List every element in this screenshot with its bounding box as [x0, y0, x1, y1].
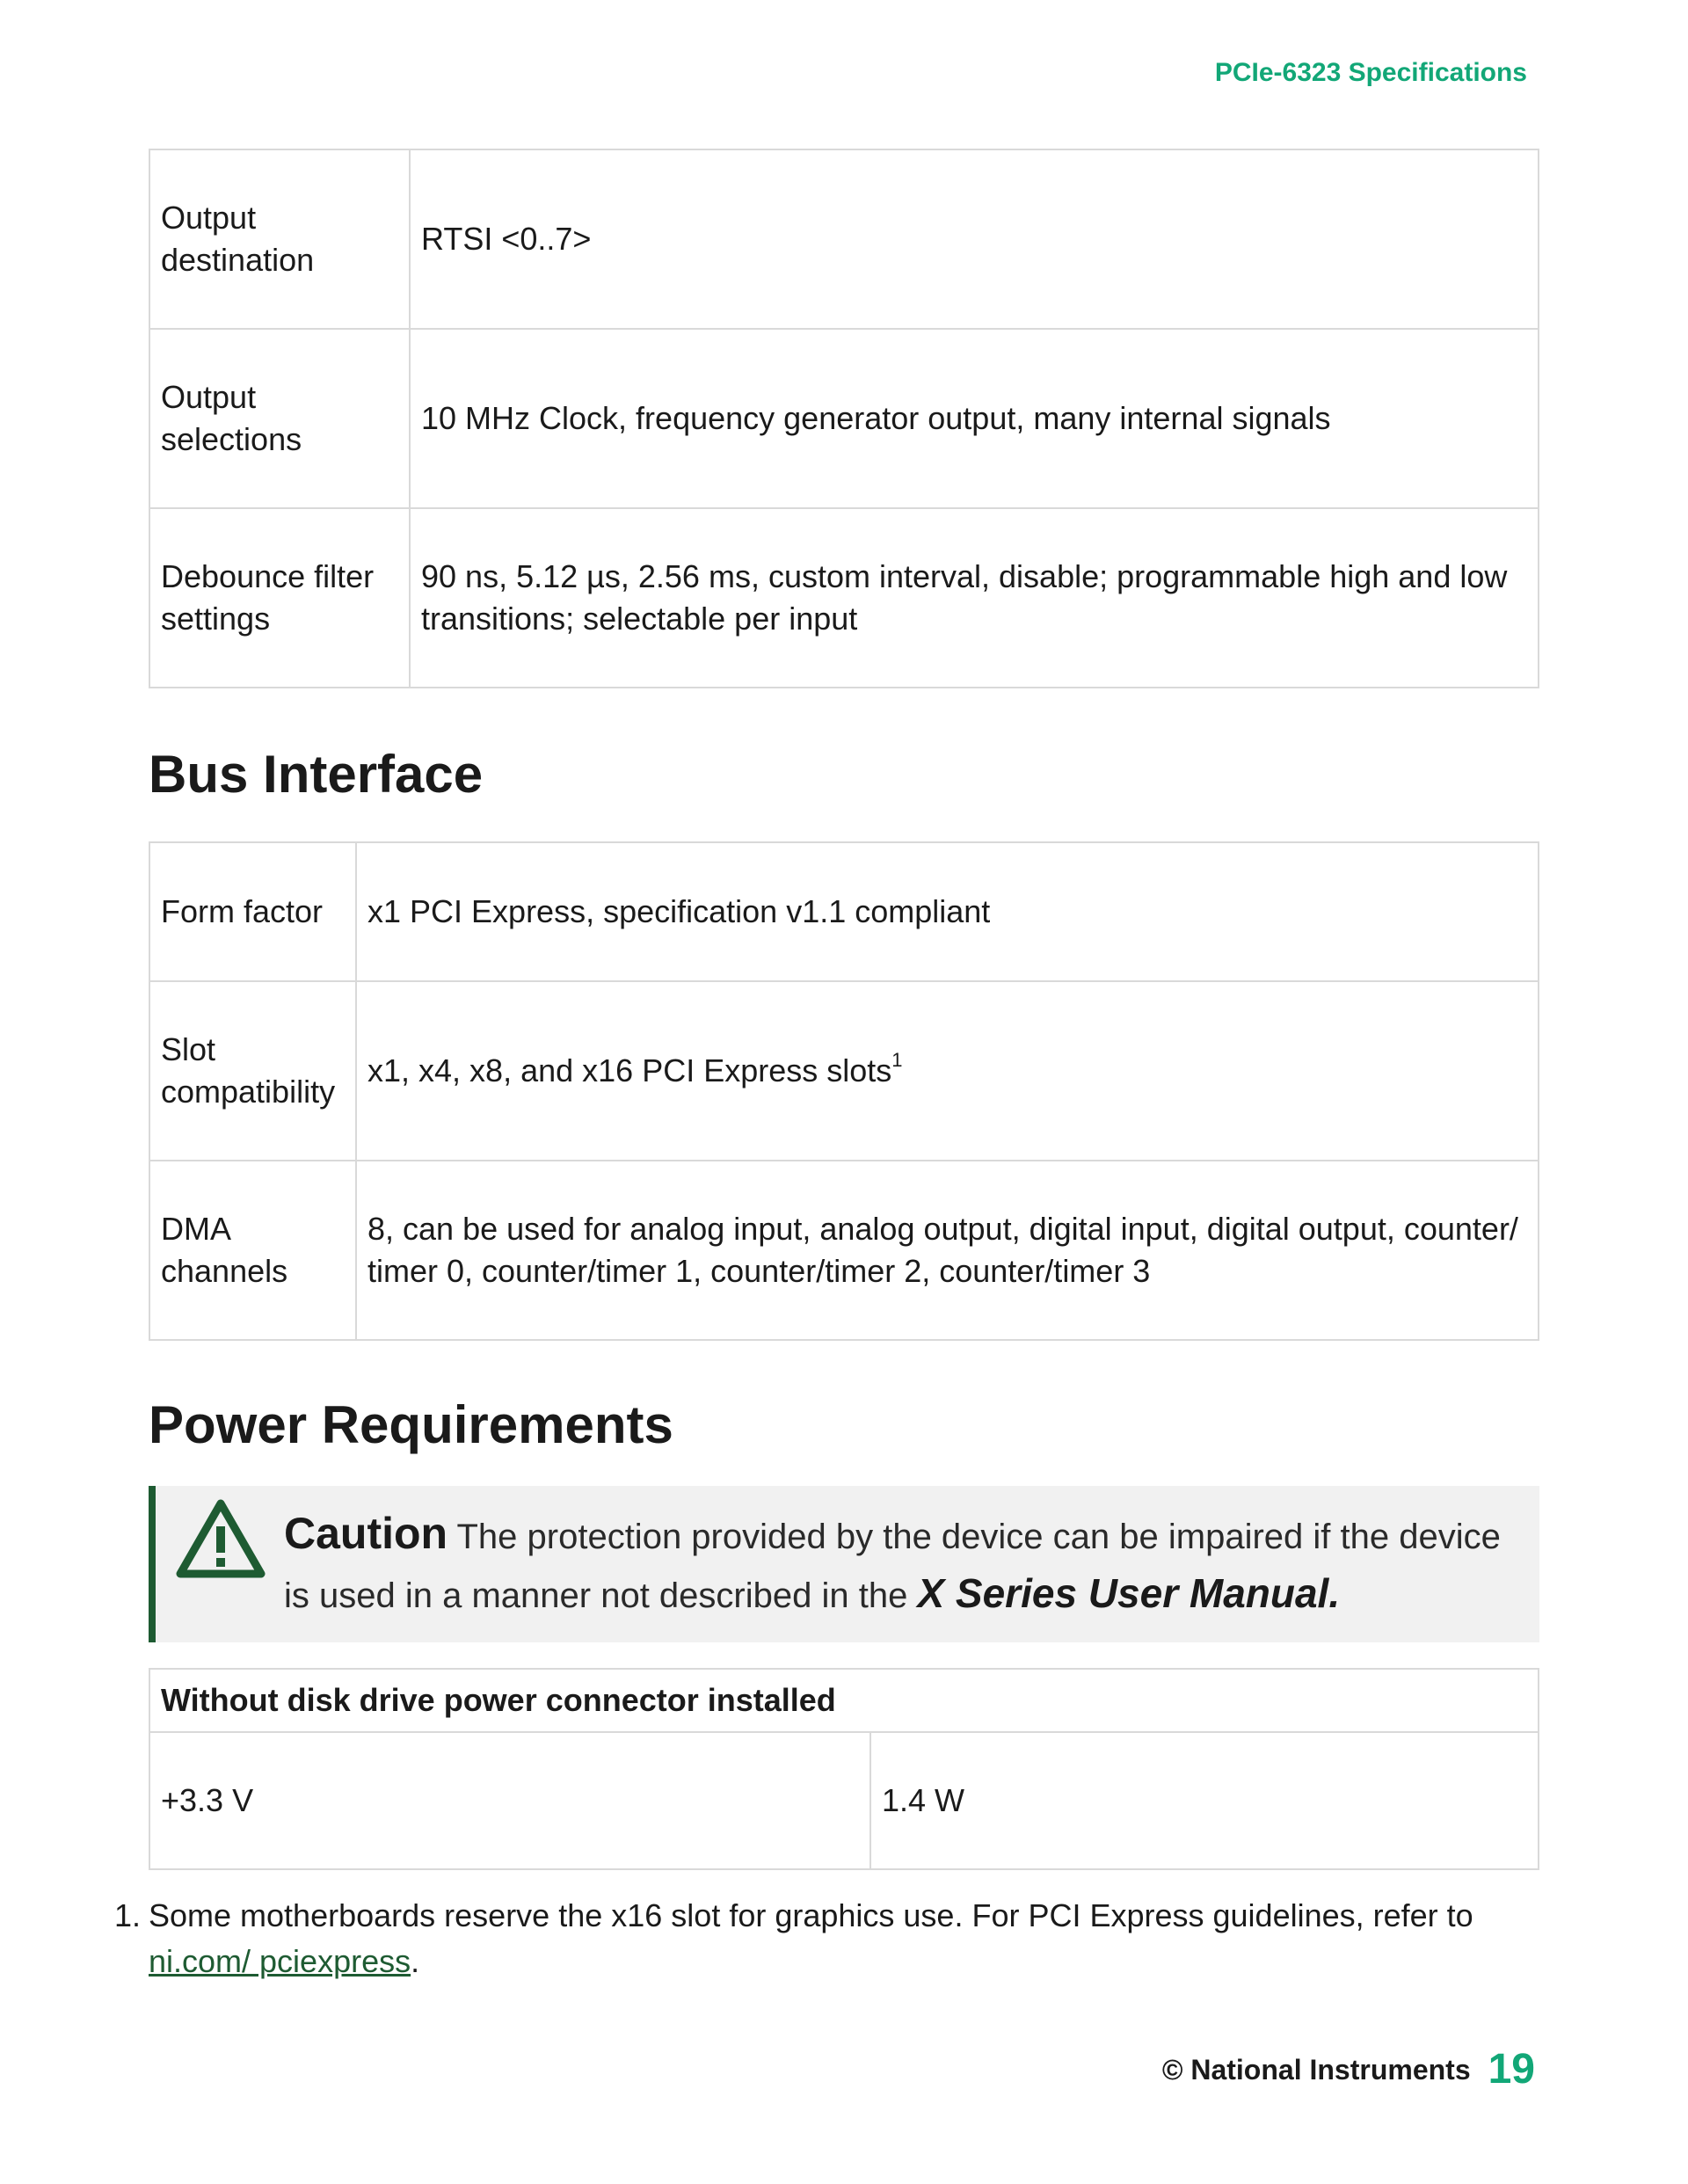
power-requirements-heading: Power Requirements	[149, 1395, 673, 1454]
footnote-end: .	[411, 1943, 420, 1979]
table-row	[149, 1732, 1539, 1869]
caution-title: Caution	[284, 1509, 448, 1558]
copyright: © National Instruments	[1161, 2054, 1471, 2086]
row-label: Output selections	[149, 329, 410, 508]
footnote	[114, 1893, 1556, 1979]
bus-interface-table	[149, 841, 1539, 1341]
footnote-ref[interactable]: 1	[891, 1049, 903, 1071]
table-header-row	[149, 1669, 1539, 1732]
row-label: DMA channels	[149, 1161, 356, 1340]
row-value: 8, can be used for analog input, analog output, digital input, digital output, counter/ timer 0, counter/timer 1, counter/timer 2, counter/timer 3	[356, 1161, 1539, 1340]
table-row	[149, 149, 1539, 329]
page-footer	[1162, 2045, 1535, 2093]
table-row	[149, 842, 1539, 981]
bus-interface-heading: Bus Interface	[149, 745, 484, 804]
power-table	[149, 1668, 1539, 1870]
page-number: 19	[1488, 2046, 1535, 2093]
footnote-text: Some motherboards reserve the x16 slot for graphics use. For PCI Express guidelines, refer to	[149, 1897, 1473, 1933]
warning-triangle-icon	[175, 1498, 266, 1581]
row-label: Output destination	[149, 149, 410, 329]
table-header: Without disk drive power connector installed	[149, 1669, 1539, 1732]
caution-text	[284, 1505, 1524, 1624]
row-label: +3.3 V	[149, 1732, 870, 1869]
caution-body: The protection provided by the device can be impaired if the device is used in a manner not described in the	[284, 1518, 1501, 1615]
page-header-title: PCIe-6323 Specifications	[1214, 58, 1527, 87]
footnote-link[interactable]: ni.com/ pciexpress	[149, 1943, 411, 1979]
row-label: Debounce filter settings	[149, 508, 410, 688]
manual-title: X Series User Manual.	[917, 1570, 1341, 1616]
table-row	[149, 981, 1539, 1161]
footnote-number: 1.	[114, 1897, 142, 1933]
row-value-text: x1, x4, x8, and x16 PCI Express slots	[367, 1052, 892, 1088]
row-value: x1 PCI Express, specification v1.1 compliant	[356, 842, 1539, 981]
row-value	[356, 981, 1539, 1161]
row-value: 90 ns, 5.12 µs, 2.56 ms, custom interval, disable; programmable high and low transitions; selectable per input	[410, 508, 1539, 688]
row-value: RTSI <0..7>	[410, 149, 1539, 329]
table-row	[149, 1161, 1539, 1340]
caution-callout	[149, 1486, 1539, 1642]
footnote-body	[149, 1893, 1538, 1984]
row-value: 10 MHz Clock, frequency generator output, many internal signals	[410, 329, 1539, 508]
row-label: Slot compatibility	[149, 981, 356, 1161]
row-value: 1.4 W	[870, 1732, 1539, 1869]
row-label: Form factor	[149, 842, 356, 981]
table-row	[149, 508, 1539, 688]
rtsi-spec-table	[149, 149, 1539, 688]
table-row	[149, 329, 1539, 508]
